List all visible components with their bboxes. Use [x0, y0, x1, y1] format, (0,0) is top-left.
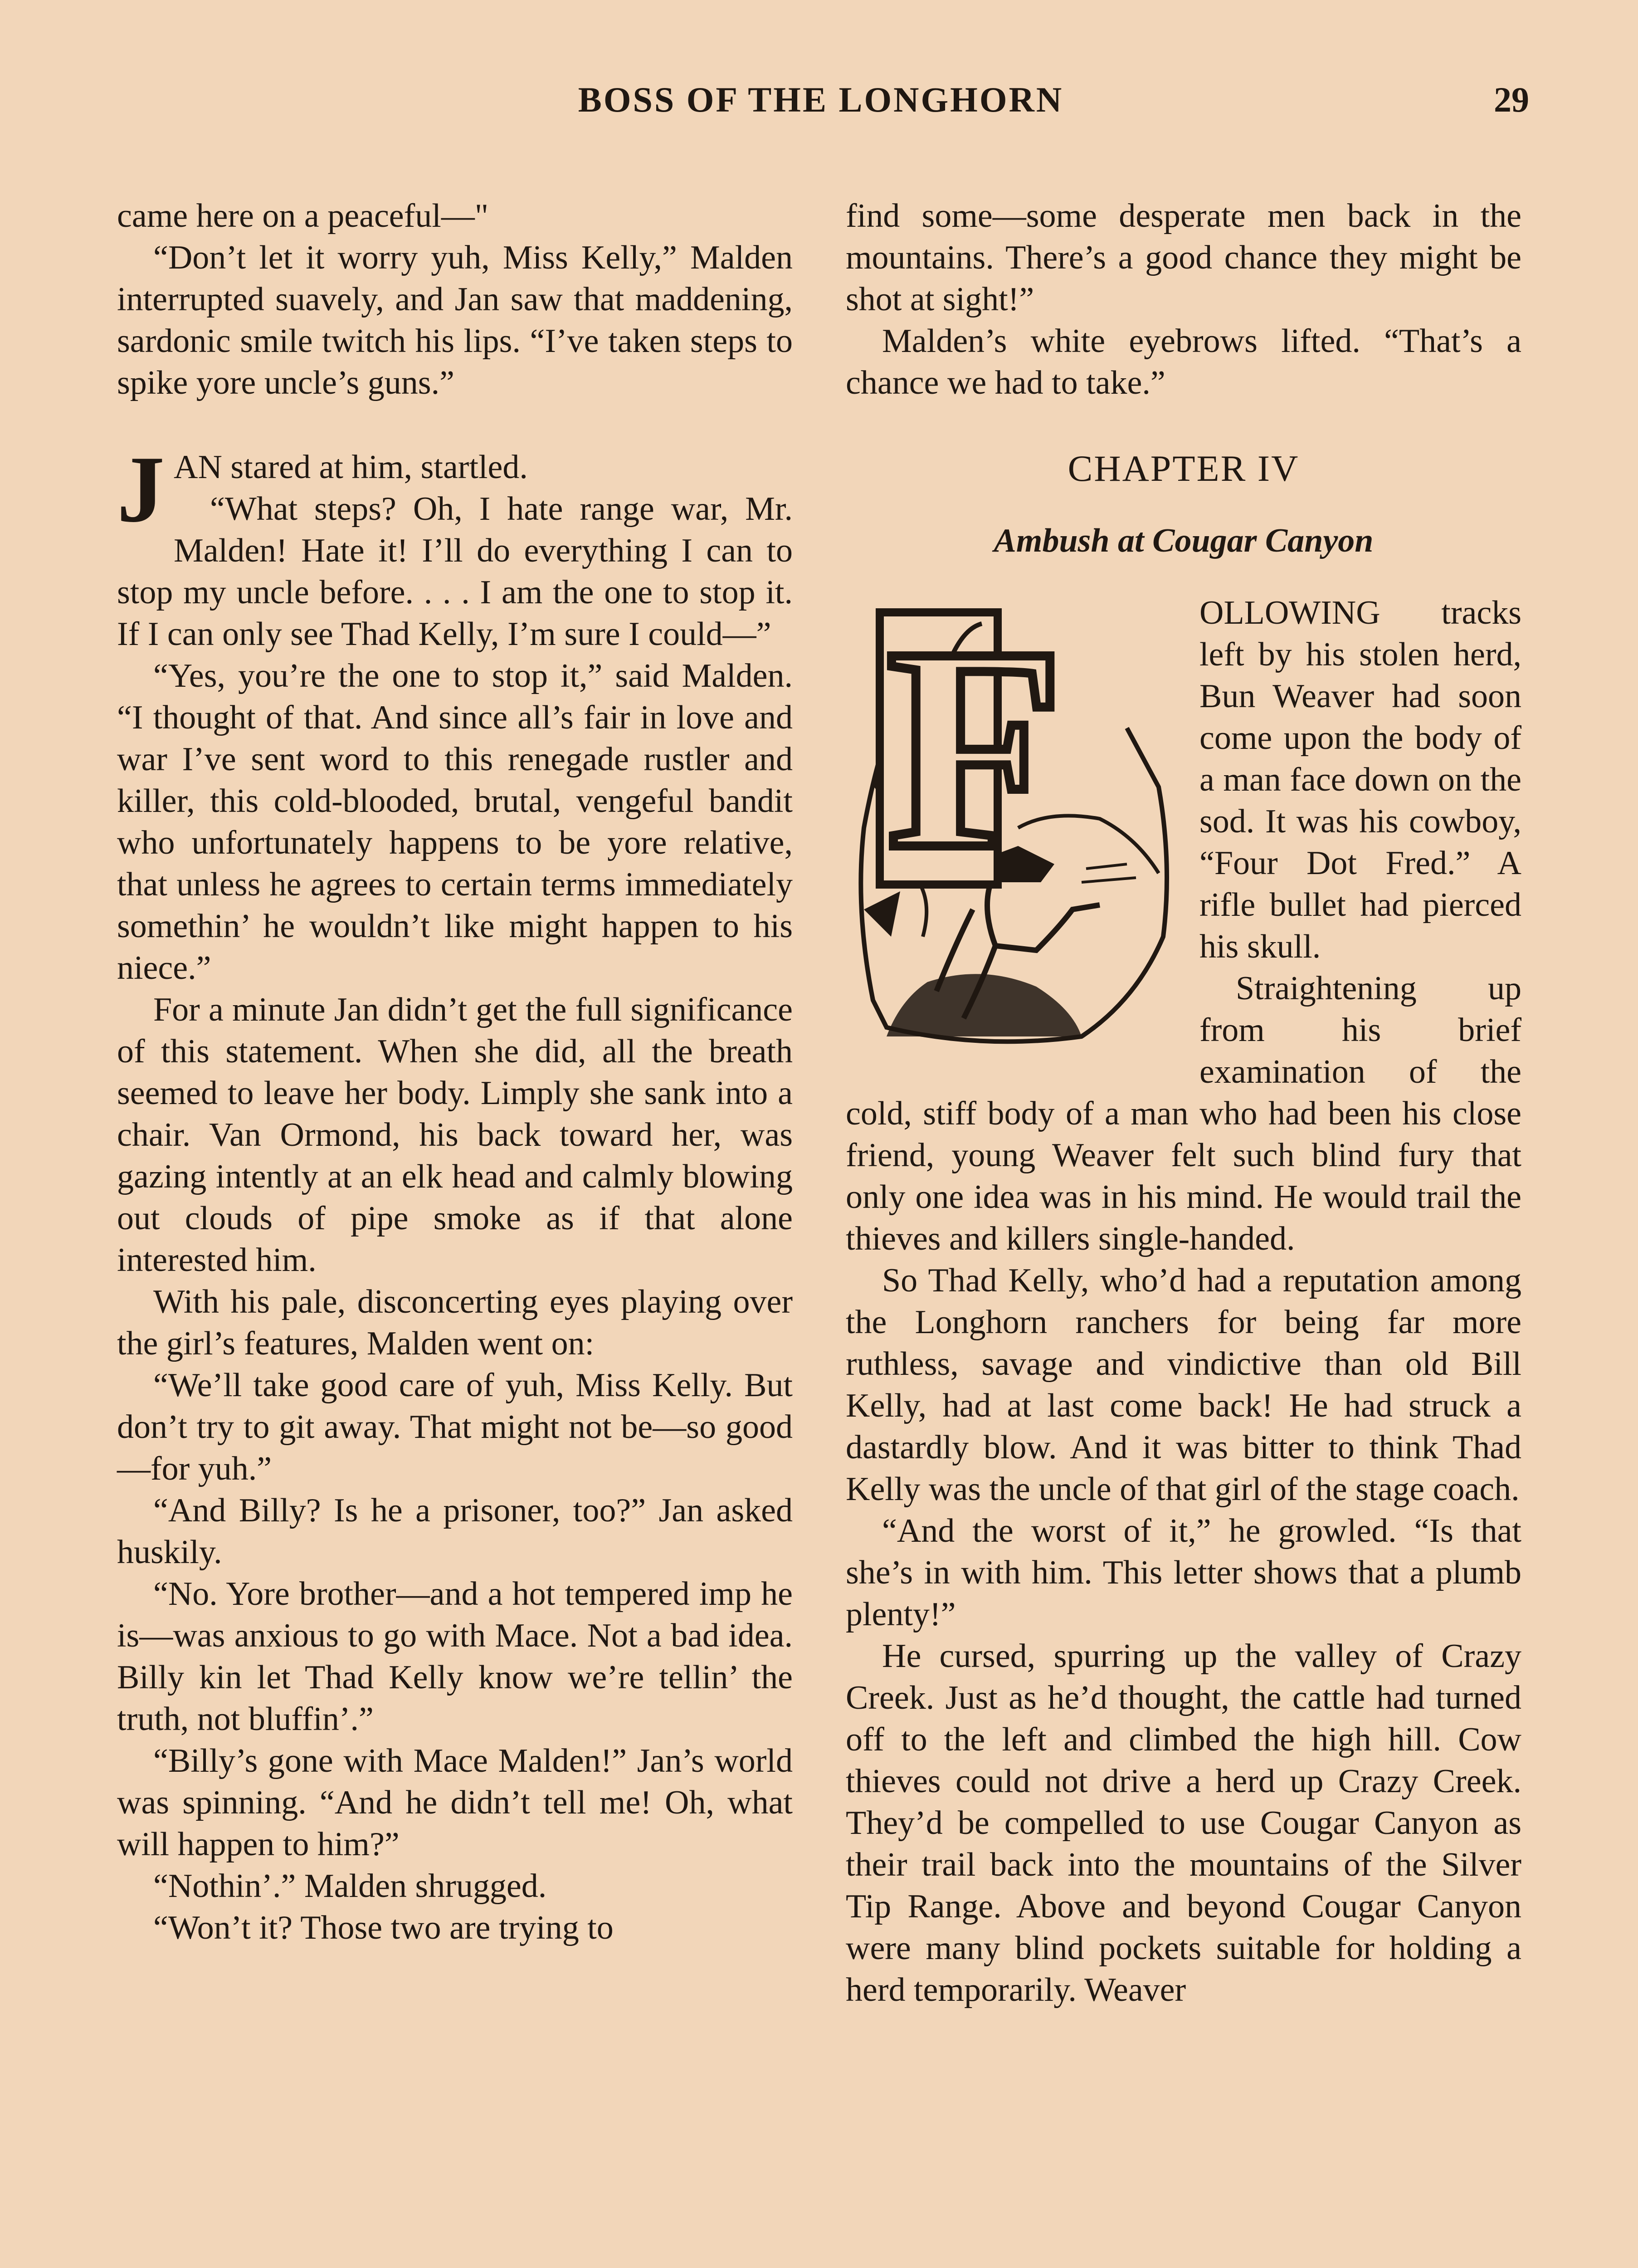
dropcap-illustration — [846, 592, 1181, 1064]
paragraph: “Billy’s gone with Mace Malden!” Jan’s world was spinning. “And he didn’t tell me! Oh, what will happen to him?” — [117, 1742, 793, 1863]
paragraph: “No. Yore brother—and a hot tempered imp he is—was anxious to go with Mace. Not a bad idea. Billy kin let Thad Kelly know we’re tellin’ the truth, not bluffin’.” — [117, 1575, 793, 1738]
paragraph: “Won’t it? Those two are trying to — [153, 1909, 614, 1946]
paragraph — [117, 437, 793, 542]
drop-cap: J — [117, 437, 165, 542]
paragraph: So Thad Kelly, who’d had a reputation among the Longhorn ranchers for being far more ruthless, savage and vindictive than old Bill Kelly, had at last come back! He had struck a dastardly blow. And it was bitter to think Thad Kelly was the uncle of that girl of the stage coach. — [846, 1262, 1521, 1508]
paragraph-text: AN stared at him, startled. — [174, 449, 528, 486]
section-break — [117, 404, 793, 446]
paragraph: Malden’s white eyebrows lifted. “That’s a chance we had to take.” — [846, 323, 1521, 401]
paragraph: “And Billy? Is he a prisoner, too?” Jan asked huskily. — [117, 1492, 793, 1571]
paragraph: He cursed, spurring up the valley of Crazy Creek. Just as he’d thought, the cattle had turned off to the left and climbed the high hill. Cow thieves could not drive a herd up Crazy Creek. They’d be compelled to use Cougar Canyon as their trail back into the mountains of the Silver Tip Range. Above and beyond Cougar Canyon were many blind pockets suitable for holding a herd temporarily. Weaver — [846, 1637, 1521, 2009]
chapter-subtitle: Ambush at Cougar Canyon — [994, 522, 1374, 559]
paragraph: “We’ll take good care of yuh, Miss Kelly. But don’t try to git away. That might not be—so good—for yuh.” — [117, 1367, 793, 1487]
paragraph: Straightening up from his brief examination of the cold, stiff body of a man who had been his close friend, young Weaver felt such blind fury that only one idea was in his mind. He would trail the thieves and killers single-handed. — [846, 970, 1521, 1257]
paragraph: came here on a peaceful—" — [117, 197, 489, 235]
chapter-heading: CHAPTER IV — [1068, 448, 1300, 489]
paragraph: OLLOWING tracks left by his stolen herd, Bun Weaver had soon come upon the body of a man face down on the sod. It was his cowboy, “Four Dot Fred.” A rifle bullet had pierced his skull. — [1199, 594, 1521, 965]
paragraph: “What steps? Oh, I hate range war, Mr. Malden! Hate it! I’ll do everything I can to stop my uncle before. . . . I am the one to stop it. If I can only see Thad Kelly, I’m sure I could—” — [117, 490, 793, 653]
paragraph: “Don’t let it worry yuh, Miss Kelly,” Malden interrupted suavely, and Jan saw that maddening, sardonic smile twitch his lips. “I’ve taken steps to spike yore uncle’s guns.” — [117, 239, 793, 401]
paragraph: With his pale, disconcerting eyes playing over the girl’s features, Malden went on: — [117, 1283, 793, 1362]
paragraph: find some—some desperate men back in the mountains. There’s a good chance they might be shot at sight!” — [846, 197, 1521, 318]
right-column — [846, 195, 1521, 2011]
running-title: BOSS OF THE LONGHORN — [578, 80, 1064, 119]
illustrated-initial: F — [887, 592, 1064, 909]
paragraph: For a minute Jan didn’t get the full significance of this statement. When she did, all the breath seemed to leave her body. Limply she sank into a chair. Van Ormond, his back toward her, was gazing intently at an elk head and calmly blowing out clouds of pipe smoke as if that alone interested him. — [117, 991, 793, 1279]
paragraph: “And the worst of it,” he growled. “Is that she’s in with him. This letter shows that a plumb plenty!” — [846, 1512, 1521, 1633]
page-number: 29 — [1494, 80, 1529, 119]
paragraph: “Yes, you’re the one to stop it,” said Malden. “I thought of that. And since all’s fair in love and war I’ve sent word to this renegade rustler and killer, this cold-blooded, brutal, vengeful bandit who unfortunately happens to be yore relative, that unless he agrees to certain terms immediately somethin’ he wouldn’t like might happen to his niece.” — [117, 657, 793, 987]
left-column — [117, 195, 793, 1949]
paragraph: “Nothin’.” Malden shrugged. — [153, 1867, 547, 1905]
cowboy-gunman-illustration — [846, 592, 1181, 1064]
